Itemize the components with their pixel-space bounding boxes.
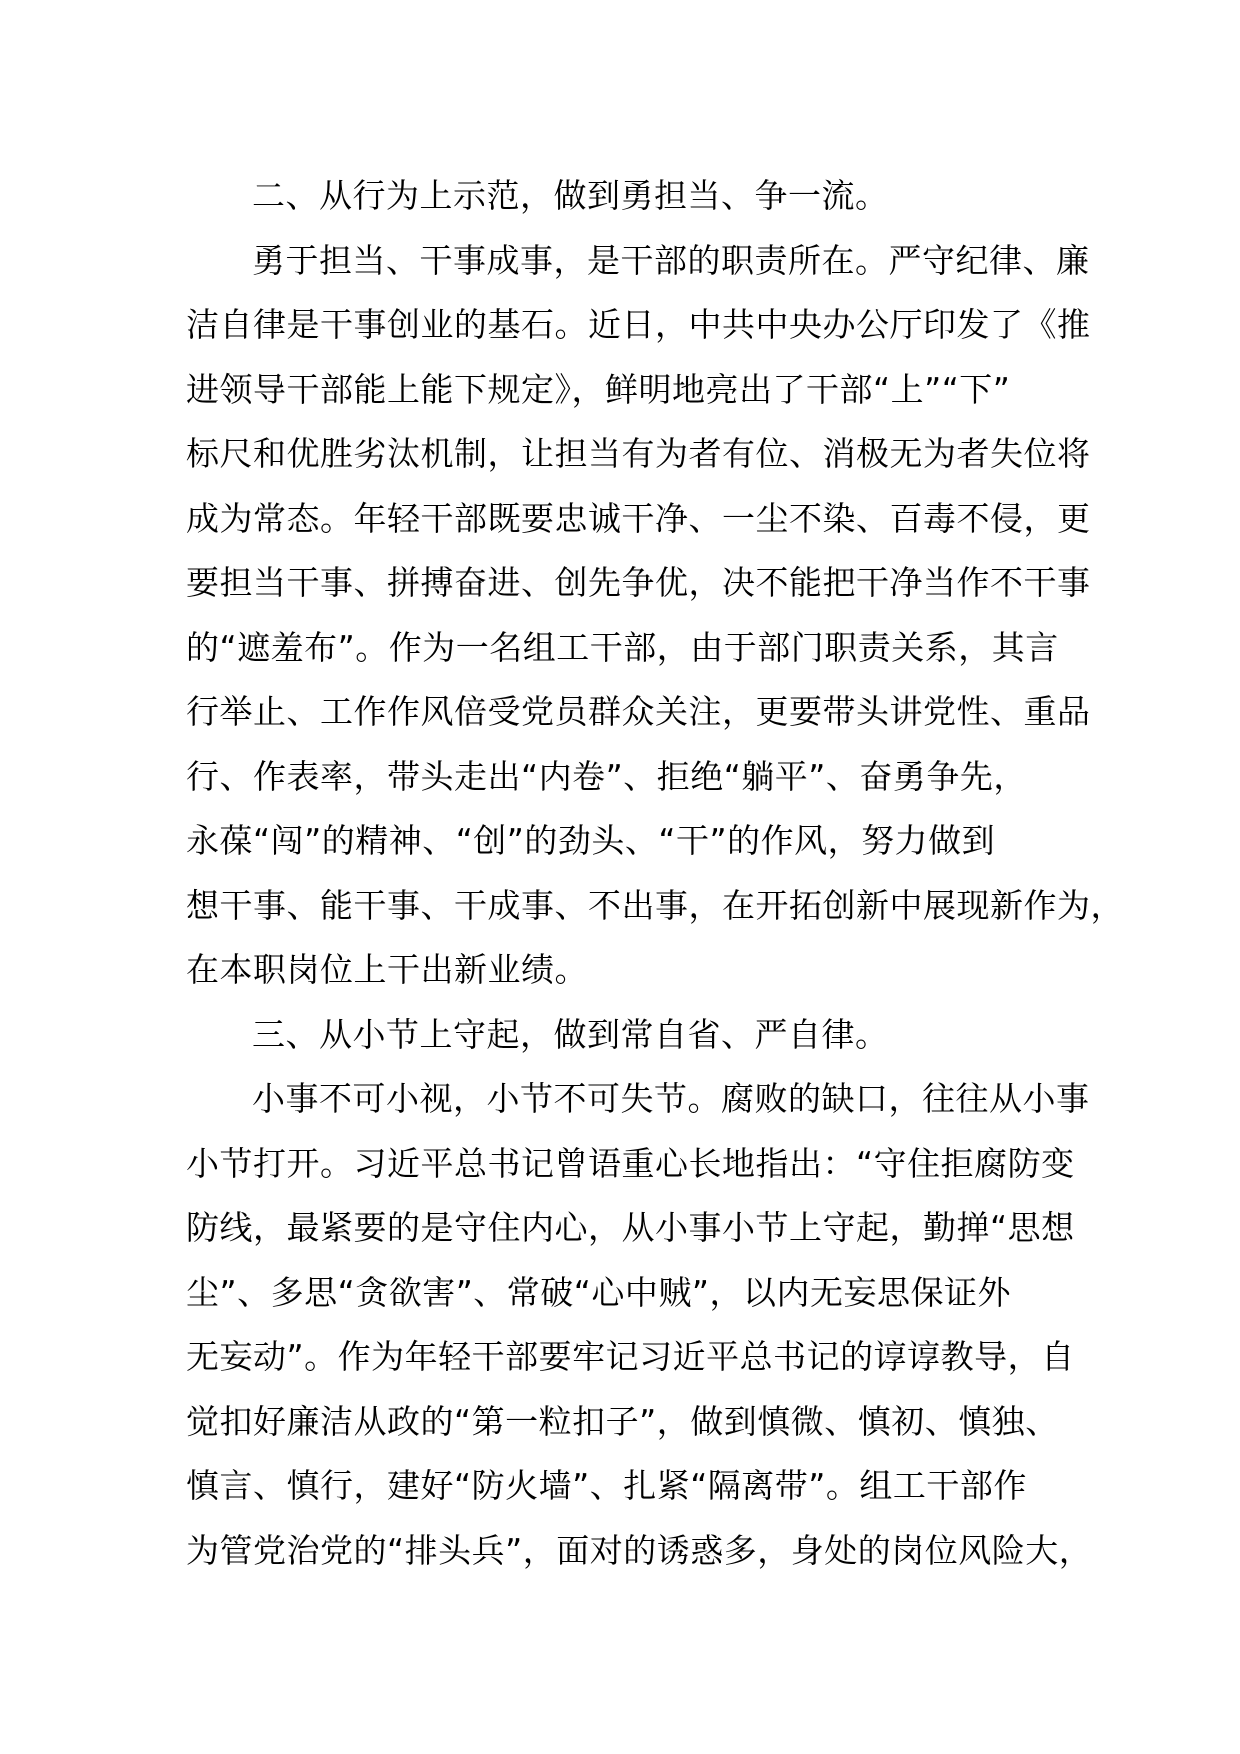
paragraph-line: 觉扣好廉洁从政的“第一粒扣子”，做到慎微、慎初、慎独、 [186, 1401, 1059, 1441]
paragraph-line: 想干事、能干事、干成事、不出事，在开拓创新中展现新作为， [186, 885, 1124, 925]
paragraph-line: 要担当干事、拼搏奋进、创先争优，决不能把干净当作不干事 [186, 563, 1091, 602]
paragraph-line: 行举止、工作作风倍受党员群众关注，更要带头讲党性、重品 [186, 692, 1091, 731]
paragraph-line: 慎言、慎行，建好“防火墙”、扎紧“隔离带”。组工干部作 [186, 1466, 1027, 1505]
section-heading-2: 二、从行为上示范，做到勇担当、争一流。 [252, 176, 889, 215]
paragraph-line: 行、作表率，带头走出“内卷”、拒绝“躺平”、奋勇争先， [186, 756, 1027, 796]
paragraph-line: 的“遮羞布”。作为一名组工干部，由于部门职责关系，其言 [186, 627, 1059, 667]
section-heading-3: 三、从小节上守起，做到常自省、严自律。 [252, 1014, 889, 1054]
paragraph-line: 防线，最紧要的是守住内心，从小事小节上守起，勤掸“思想 [186, 1208, 1075, 1247]
paragraph-line: 在本职岗位上干出新业绩。 [186, 950, 588, 989]
paragraph-line: 洁自律是干事创业的基石。近日，中共中央办公厅印发了《推 [186, 305, 1091, 344]
paragraph-line: 进领导干部能上能下规定》，鲜明地亮出了干部“上”“下” [186, 369, 1011, 409]
paragraph-line: 成为常态。年轻干部既要忠诚干净、一尘不染、百毒不侵，更 [186, 498, 1091, 538]
paragraph-line: 尘”、多思“贪欲害”、常破“心中贼”，以内无妄思保证外 [186, 1272, 1011, 1312]
paragraph-line: 勇于担当、干事成事，是干部的职责所在。严守纪律、廉 [252, 240, 1090, 280]
paragraph-line: 为管党治党的“排头兵”，面对的诱惑多，身处的岗位风险大， [186, 1530, 1093, 1570]
paragraph-line: 标尺和优胜劣汰机制，让担当有为者有位、消极无为者失位将 [186, 434, 1091, 473]
paragraph-line: 小节打开。习近平总书记曾语重心长地指出：“守住拒腐防变 [186, 1143, 1075, 1183]
paragraph-line: 永葆“闯”的精神、“创”的劲头、“干”的作风，努力做到 [186, 821, 996, 860]
paragraph-line: 无妄动”。作为年轻干部要牢记习近平总书记的谆谆教导，自 [186, 1337, 1075, 1376]
paragraph-line: 小事不可小视，小节不可失节。腐败的缺口，往往从小事 [252, 1079, 1090, 1118]
document-body [186, 164, 1124, 1583]
